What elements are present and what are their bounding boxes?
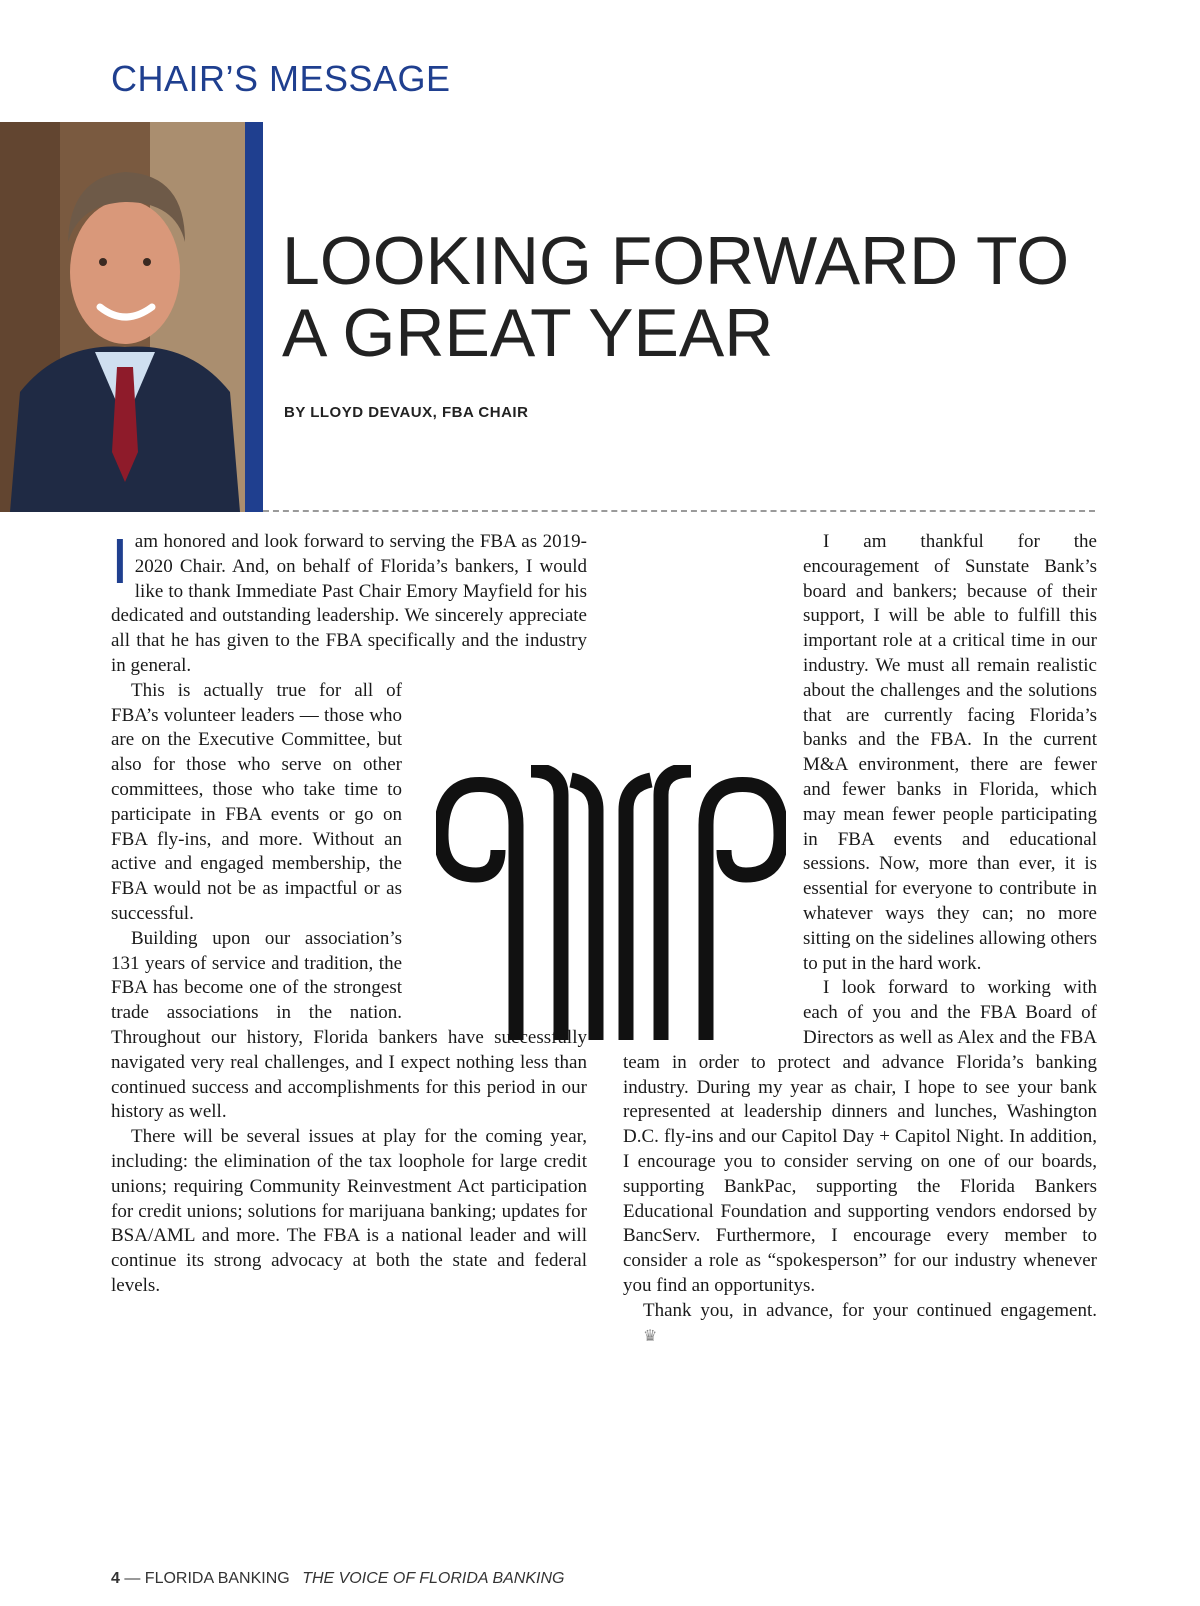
- page-footer: [111, 1570, 564, 1588]
- fba-pillar-logo-icon: [436, 765, 786, 1045]
- byline: BY LLOYD DEVAUX, FBA CHAIR: [284, 404, 529, 421]
- photo-accent-bar: [245, 122, 263, 512]
- right-paragraph-1-text: I am thankful for the encouragement of Sunstate Bank’s board and bankers; because of their support, I will be able to fulfill this important role at a critical time in our industry. We must all remain realistic about the challenges and the solutions that are currently facing Florida’s banks and the FBA. In the current M&A environment, there are fewer and fewer banks in Florida, which may mean fewer people participating in FBA events and educational sessions. Now, more than ever, it is essential for everyone to contribute in whatever ways they can; no more sitting on the sidelines allowing others to put in the hard work.: [803, 531, 1097, 974]
- left-paragraph-1: [111, 525, 587, 679]
- publication-name: — FLORIDA BANKING: [124, 1570, 290, 1587]
- drop-cap: I: [111, 525, 129, 597]
- article-headline: [282, 225, 1142, 369]
- right-paragraph-3-text: Thank you, in advance, for your continued engagement.: [643, 1299, 1097, 1321]
- left-paragraph-4: There will be several issues at play for the coming year, including: the elimination of the tax loophole for large credit unions; requiring Community Reinvestment Act participation for credit unions; solutions for marijuana banking; updates for BSA/AML and more. The FBA is a national leader and will continue its strong advocacy at both the state and federal levels.: [111, 1126, 587, 1296]
- headline-line-1: LOOKING FORWARD TO: [282, 223, 1070, 299]
- right-paragraph-2: I look forward to working with each of you and the FBA Board of Directors as well as Alex and the FBA team in order to protect and advance Florida’s banking industry. During my year as chair, I hope to see your bank represented at leadership dinners and lunches, Washington D.C. fly-ins and our Capitol Day + Capitol Night. In addition, I encourage you to consider serving on one of our boards, supporting BankPac, supporting the Florida Bankers Educational Foundation and supporting vendors endorsed by BancServ. Furthermore, I encourage every member to consider a role as “spokesperson” for our industry whenever you find an opportunitys.: [623, 977, 1097, 1296]
- chair-portrait-photo: [0, 122, 245, 512]
- dashed-divider: [263, 510, 1095, 512]
- section-label: CHAIR’S MESSAGE: [111, 58, 451, 99]
- left-paragraph-2: This is actually true for all of FBA’s volunteer leaders — those who are on the Executive Committee, but also for those who serve on other committees, those who take time to participate in FBA events or go on FBA fly-ins, and more. Without an active and engaged membership, the FBA would not be as impactful or as successful.: [111, 679, 402, 924]
- left-paragraph-1-text: am honored and look forward to serving the FBA as 2019-2020 Chair. And, on behalf of Florida’s bankers, I would like to thank Immediate Past Chair Emory Mayfield for his dedicated and outstanding leadership. We sincerely appreciate all that he has given to the FBA specifically and the industry in general.: [111, 531, 587, 676]
- end-mark-icon: ♛: [643, 1325, 658, 1345]
- headline-line-2: A GREAT YEAR: [282, 295, 774, 371]
- page-number: 4: [111, 1570, 120, 1587]
- right-paragraph-3: [623, 1299, 1097, 1349]
- left-paragraph-3: Building upon our association’s 131 years of service and tradition, the FBA has become one of the strongest trade associations in the nation. Throughout our history, Florida bankers have successfully navigated very real challenges, and I expect nothing less than continued success and accomplishments for this period in our history as well.: [111, 927, 587, 1123]
- portrait-illustration: [0, 122, 245, 512]
- publication-tagline: THE VOICE OF FLORIDA BANKING: [302, 1570, 565, 1587]
